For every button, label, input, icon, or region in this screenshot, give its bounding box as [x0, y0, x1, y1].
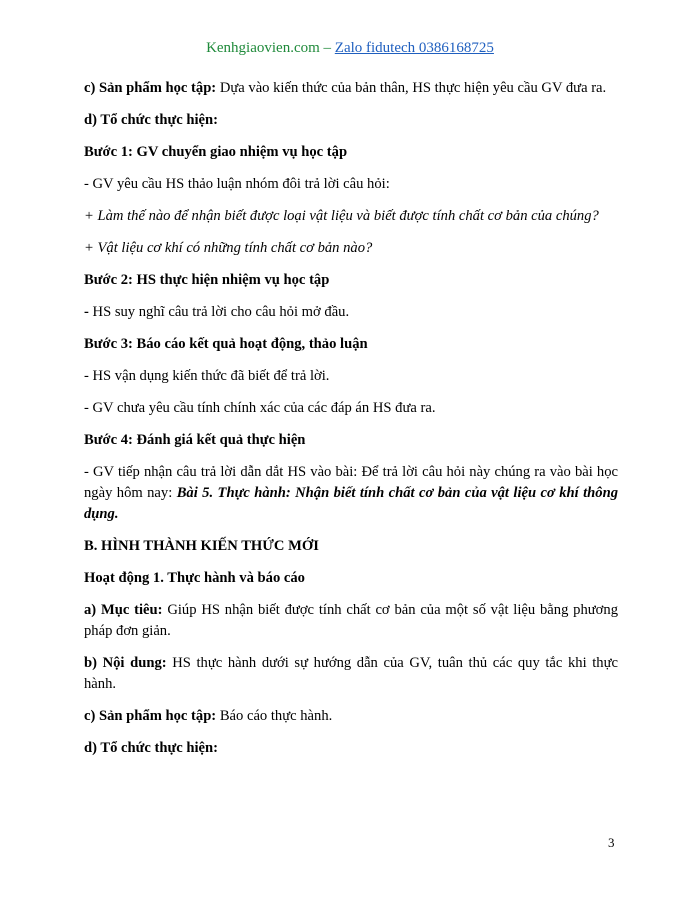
activity-1-title: Hoạt động 1. Thực hành và báo cáo [84, 570, 305, 586]
document-body [84, 78, 618, 770]
text: Dựa vào kiến thức của bản thân, HS thực hiện yêu cầu GV đưa ra. [216, 80, 607, 96]
step3-line-1: - HS vận dụng kiến thức đã biết để trả lời. [84, 368, 330, 384]
organize-heading: d) Tổ chức thực hiện: [84, 740, 219, 756]
text: Giúp HS nhận biết được tính chất cơ bản của một số vật liệu bằng phương pháp đơn giản. [84, 602, 618, 639]
text: Báo cáo thực hành. [216, 708, 333, 724]
lesson-title: Bài 5. Thực hành: Nhận biết tính chất cơ bản của vật liệu cơ khí thông dụng. [84, 485, 618, 522]
step1-question-2: + Vật liệu cơ khí có những tính chất cơ bản nào? [84, 240, 373, 256]
label: b) Nội dung: [84, 655, 167, 671]
text: HS suy nghĩ câu trả lời cho câu hỏi mở đầu. [88, 304, 350, 320]
label: c) Sản phẩm học tập: [84, 708, 217, 724]
step2-line [84, 302, 618, 323]
product-paragraph [84, 706, 618, 727]
step3-line-2: - GV chưa yêu cầu tính chính xác của các đáp án HS đưa ra. [84, 400, 436, 416]
label: a) Mục tiêu: [84, 602, 163, 618]
contact-link[interactable]: Zalo fidutech 0386168725 [334, 40, 494, 56]
step1-line: - GV yêu cầu HS thảo luận nhóm đôi trả lời câu hỏi: [84, 176, 390, 192]
objective-paragraph [84, 600, 618, 642]
page-number: 3 [608, 835, 615, 850]
header-separator: – [319, 40, 335, 56]
step1-title: Bước 1: GV chuyển giao nhiệm vụ học tập [84, 144, 348, 160]
text: HS thực hành dưới sự hướng dẫn của GV, tuân thủ các quy tắc khi thực hành. [84, 655, 618, 692]
site-name: Kenhgiaovien.com [206, 40, 320, 56]
dash: - [84, 304, 89, 320]
step4-title: Bước 4: Đánh giá kết quả thực hiện [84, 432, 306, 448]
page-header [0, 40, 700, 57]
content-paragraph [84, 653, 618, 695]
heading-organize: d) Tổ chức thực hiện: [84, 112, 219, 128]
paragraph-product [84, 78, 618, 99]
section-b-title: B. HÌNH THÀNH KIẾN THỨC MỚI [84, 538, 319, 554]
step3-title: Bước 3: Báo cáo kết quả hoạt động, thảo luận [84, 336, 368, 352]
step4-paragraph [84, 462, 618, 525]
text: - GV tiếp nhận câu trả lời dẫn dắt HS vào bài: Để trả lời câu hỏi này chúng ra vào bài học ngày hôm nay: [84, 464, 618, 501]
step2-title: Bước 2: HS thực hiện nhiệm vụ học tập [84, 272, 330, 288]
step1-question-1: + Làm thế nào để nhận biết được loại vật liệu và biết được tính chất cơ bản của chúng? [84, 208, 599, 224]
label: c) Sản phẩm học tập: [84, 80, 217, 96]
